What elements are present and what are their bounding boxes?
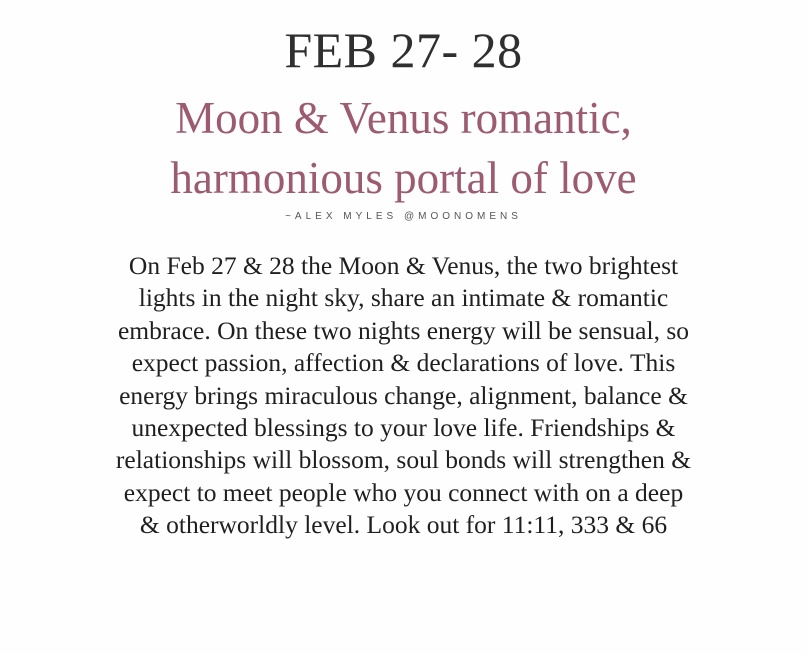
body-line: On Feb 27 & 28 the Moon & Venus, the two brightest <box>128 251 679 280</box>
headline-line-2: harmonious portal of love <box>170 153 637 203</box>
body-line: expect to meet people who you connect with on a deep <box>123 477 684 507</box>
body-line: unexpected blessings to your love life. Friendships & <box>131 413 676 443</box>
body-line: & otherworldly level. Look out for 11:11, 333 & 66 <box>139 510 668 540</box>
body-line: energy brings miraculous change, alignment, balance & <box>119 380 688 410</box>
date-heading: FEB 27- 28 <box>284 22 523 78</box>
headline-line-1: Moon & Venus romantic, <box>175 93 632 143</box>
body-line: relationships will blossom, soul bonds will strengthen & <box>115 445 692 475</box>
headline <box>0 88 807 208</box>
body-line: embrace. On these two nights energy will be sensual, so <box>117 315 690 345</box>
body-line: expect passion, affection & declarations of love. This <box>131 348 676 378</box>
body-paragraph <box>20 250 787 542</box>
author-credit: ~ALEX MYLES @MOONOMENS <box>285 211 522 222</box>
body-line: lights in the night sky, share an intimate & romantic <box>138 283 669 313</box>
